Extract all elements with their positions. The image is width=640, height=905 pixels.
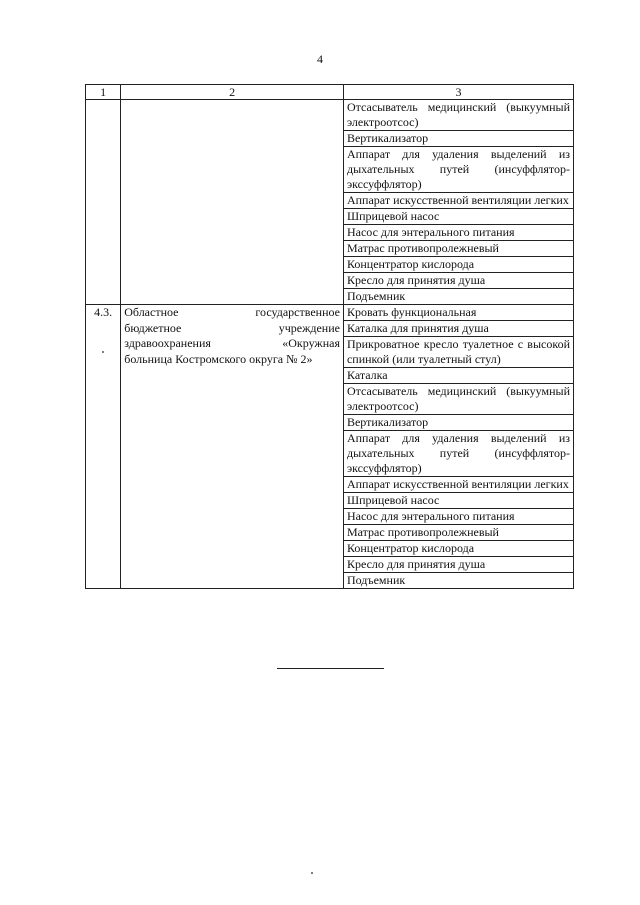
- equipment-item-cell: Шприцевой насос: [343, 493, 573, 509]
- equipment-item-cell: Прикроватное кресло туалетное с высокой спинкой (или туалетный стул): [343, 337, 573, 368]
- end-rule: [277, 668, 384, 669]
- table-header-row: [86, 85, 574, 100]
- organization-cell: [121, 100, 344, 305]
- equipment-item-cell: Насос для энтерального питания: [343, 225, 573, 241]
- organization-name-line: здравоохранения «Окружная: [124, 336, 340, 350]
- equipment-item-cell: Вертикализатор: [343, 415, 573, 431]
- column-header-2: 2: [121, 85, 344, 100]
- equipment-item-cell: Каталка: [343, 368, 573, 384]
- equipment-item-cell: Шприцевой насос: [343, 209, 573, 225]
- organization-name-line: больница Костромского округа № 2»: [124, 351, 313, 366]
- page-number: 4: [317, 52, 323, 66]
- equipment-item-cell: Аппарат искусственной вентиляции легких: [343, 477, 573, 493]
- equipment-item-cell: Насос для энтерального питания: [343, 509, 573, 525]
- equipment-item-cell: Концентратор кислорода: [343, 541, 573, 557]
- column-header-3: 3: [343, 85, 573, 100]
- table-row: [86, 100, 574, 131]
- equipment-item-cell: Вертикализатор: [343, 131, 573, 147]
- equipment-item-cell: Матрас противопролежневый: [343, 241, 573, 257]
- equipment-item-cell: Подъемник: [343, 573, 573, 589]
- organization-name-line: бюджетное учреждение: [124, 320, 340, 335]
- equipment-item-cell: Отсасыватель медицинский (выкуумный электроотсос): [343, 384, 573, 415]
- equipment-item-cell: Концентратор кислорода: [343, 257, 573, 273]
- column-header-1: 1: [86, 85, 121, 100]
- equipment-item-cell: Аппарат искусственной вентиляции легких: [343, 193, 573, 209]
- equipment-item-cell: Подъемник: [343, 289, 573, 305]
- equipment-item-cell: Матрас противопролежневый: [343, 525, 573, 541]
- table-row: [86, 305, 574, 321]
- item-number-cell: 4.3.: [86, 305, 121, 589]
- equipment-item-cell: Отсасыватель медицинский (выкуумный электроотсос): [343, 100, 573, 131]
- equipment-item-cell: Аппарат для удаления выделений из дыхательных путей (инсуффлятор-экссуффлятор): [343, 147, 573, 193]
- scan-speck: [102, 351, 104, 353]
- equipment-item-cell: Кресло для принятия душа: [343, 273, 573, 289]
- equipment-item-cell: Каталка для принятия душа: [343, 321, 573, 337]
- equipment-item-cell: Кровать функциональная: [343, 305, 573, 321]
- equipment-item-cell: Кресло для принятия душа: [343, 557, 573, 573]
- organization-cell: [121, 305, 344, 589]
- equipment-item-cell: Аппарат для удаления выделений из дыхательных путей (инсуффлятор-экссуффлятор): [343, 431, 573, 477]
- scan-speck: [311, 872, 313, 874]
- equipment-table: [85, 84, 574, 589]
- item-number-cell: [86, 100, 121, 305]
- organization-name-line: Областное государственное: [124, 305, 340, 319]
